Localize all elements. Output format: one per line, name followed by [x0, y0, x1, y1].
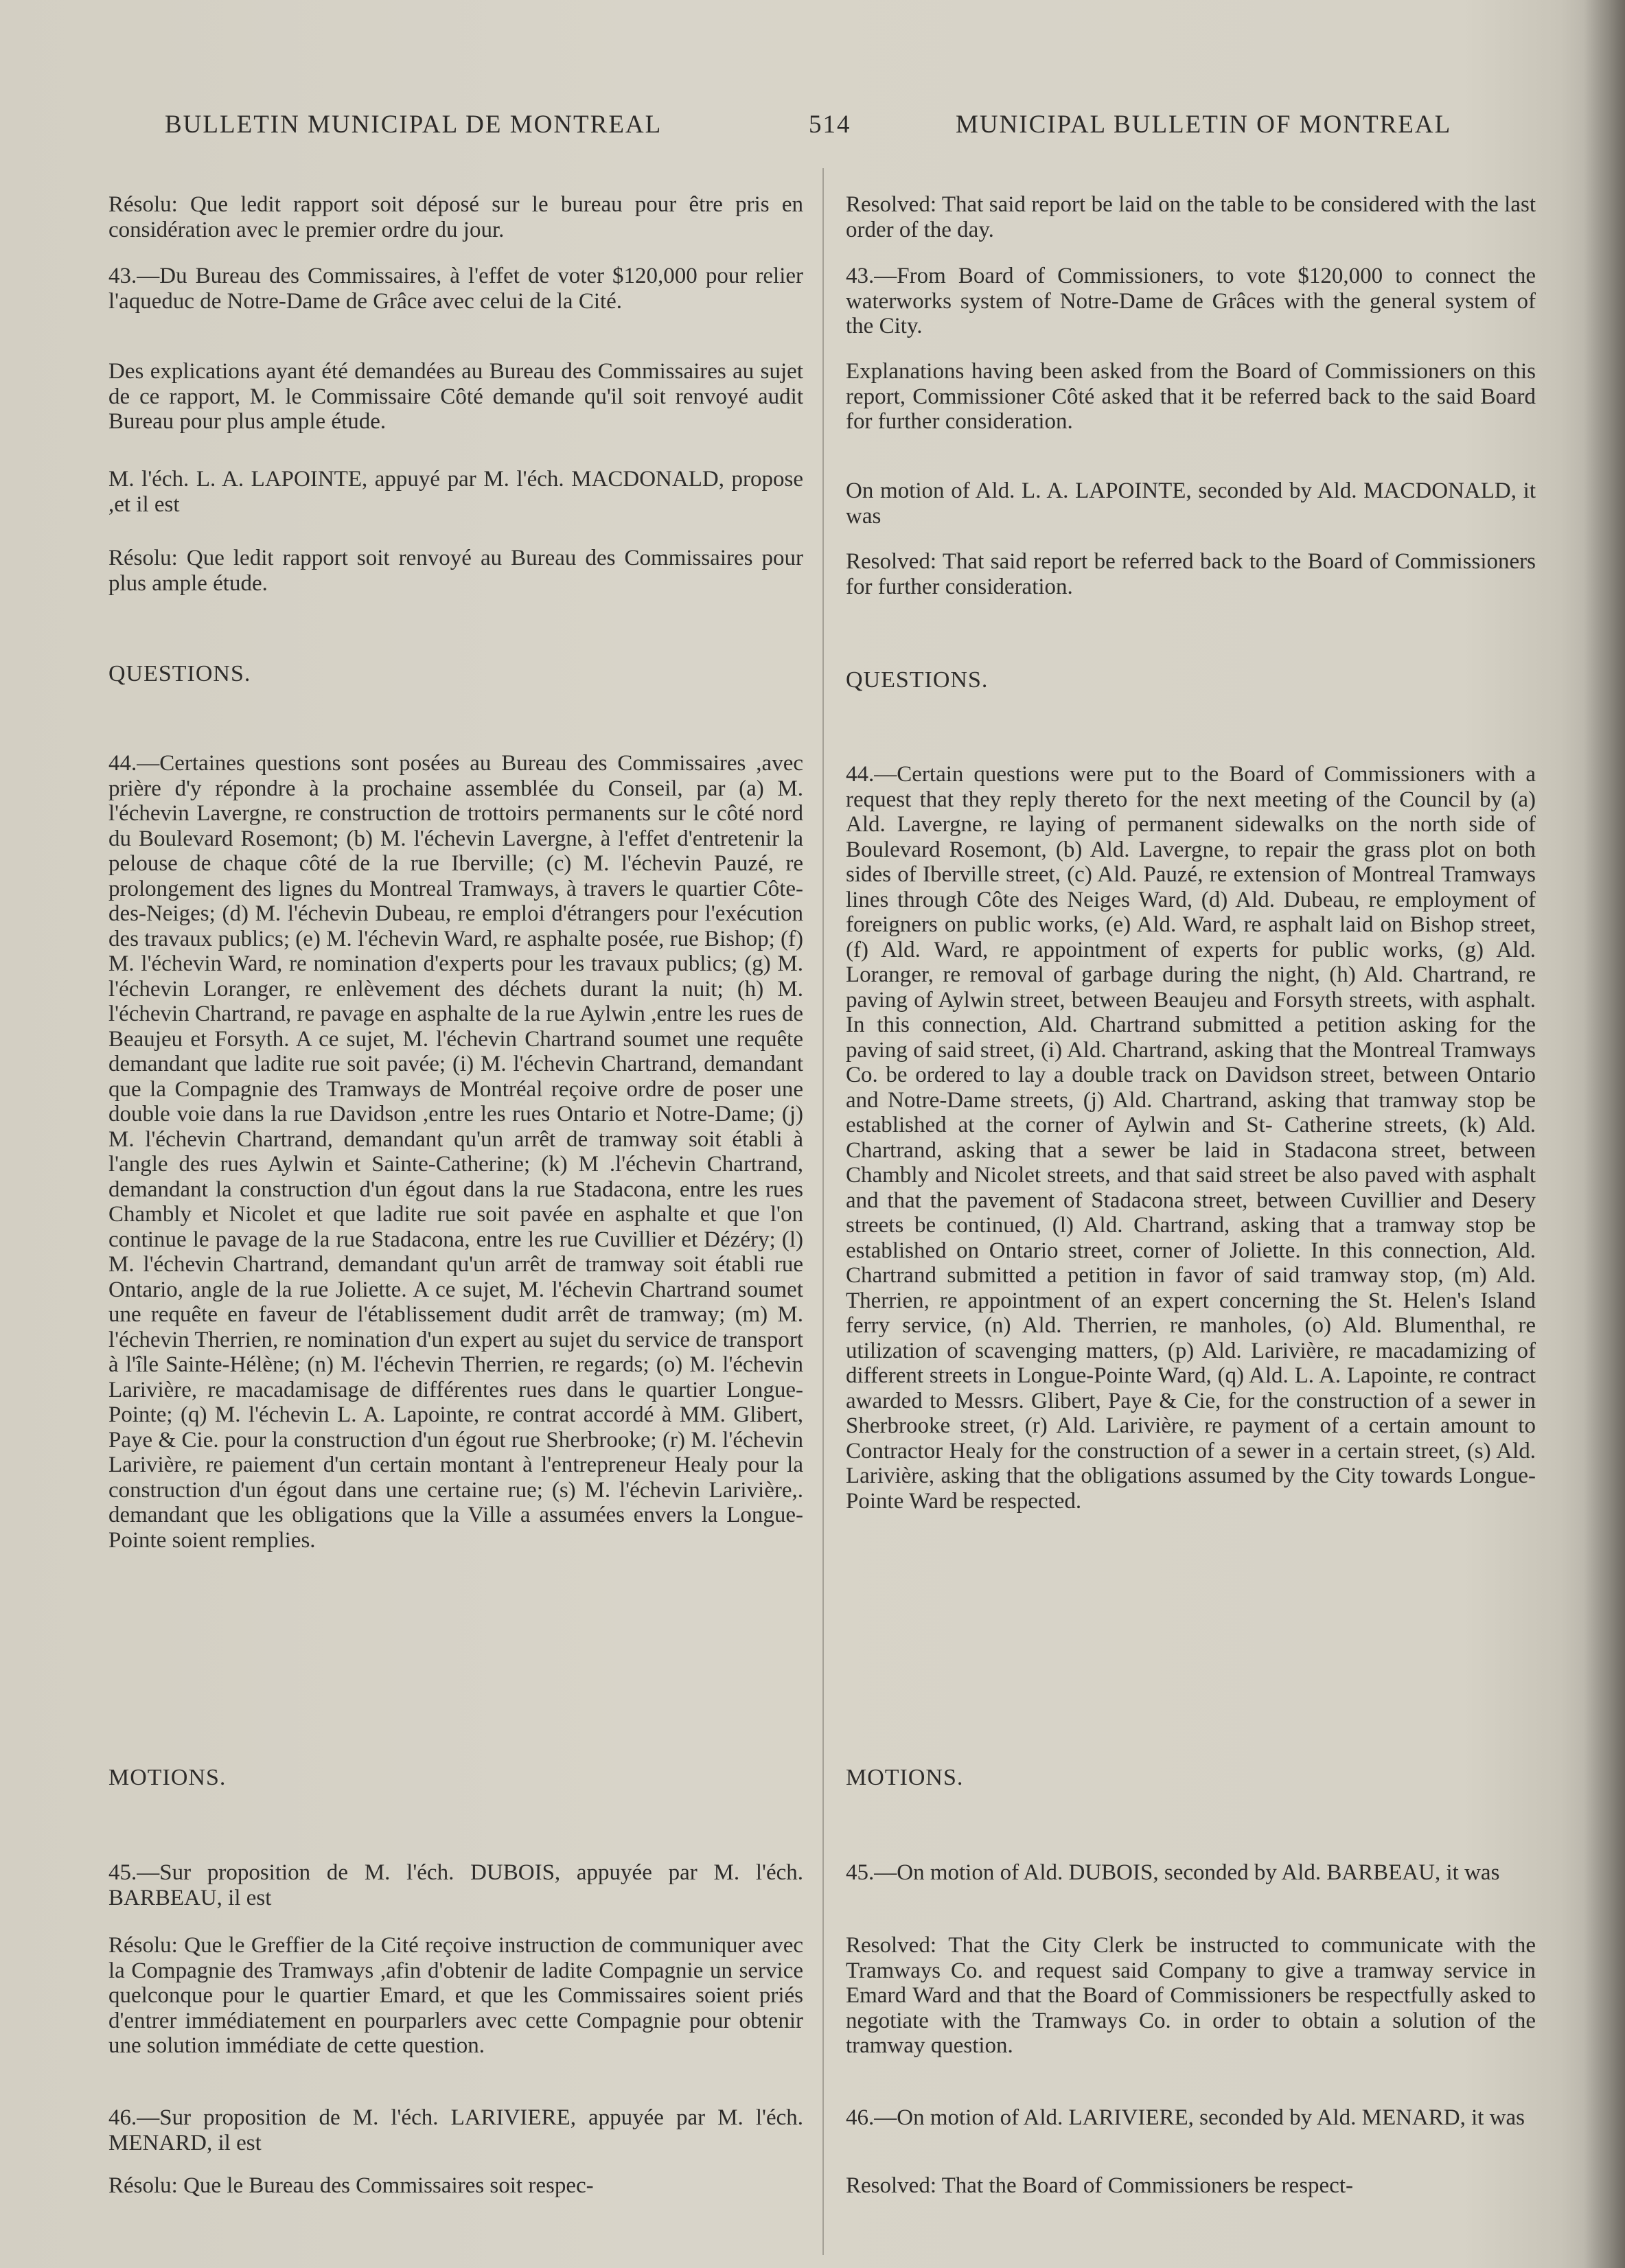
- en-motions-heading: MOTIONS.: [846, 1765, 964, 1790]
- en-item-45: 45.—On motion of Ald. DUBOIS, seconded by Ald. BARBEAU, it was: [846, 1860, 1500, 1885]
- page-number: 514: [809, 111, 851, 139]
- en-paragraph-4: On motion of Ald. L. A. LAPOINTE, seconded by Ald. MACDONALD, it was: [846, 478, 1536, 529]
- en-item-46: 46.—On motion of Ald. LARIVIERE, seconded by Ald. MENARD, it was: [846, 2105, 1525, 2130]
- binding-shadow: [1584, 0, 1625, 2268]
- fr-motions-heading: MOTIONS.: [108, 1765, 227, 1790]
- en-questions-heading: QUESTIONS.: [846, 667, 989, 693]
- fr-paragraph-3: Des explications ayant été demandées au Bureau des Commissaires au sujet de ce rapport, M. le Commissaire Côté demande qu'il soit renvoyé audit Bureau pour plus ample étude.: [108, 359, 803, 434]
- running-header: [0, 110, 1625, 151]
- fr-questions-heading: QUESTIONS.: [108, 661, 251, 686]
- fr-paragraph-5: Résolu: Que ledit rapport soit renvoyé au Bureau des Commissaires pour plus ample étude.: [108, 546, 803, 596]
- fr-item-43: 43.—Du Bureau des Commissaires, à l'effet de voter $120,000 pour relier l'aqueduc de Notre-Dame de Grâce avec celui de la Cité.: [108, 264, 803, 314]
- en-paragraph-1: Resolved: That said report be laid on the table to be considered with the last order of the day.: [846, 192, 1536, 242]
- fr-item-45: 45.—Sur proposition de M. l'éch. DUBOIS, appuyée par M. l'éch. BARBEAU, il est: [108, 1860, 803, 1910]
- en-paragraph-3: Explanations having been asked from the Board of Commissioners on this report, Commissioner Côté asked that it be referred back to the said Board for further consideration.: [846, 359, 1536, 434]
- en-item-43: 43.—From Board of Commissioners, to vote $120,000 to connect the waterworks system of Notre-Dame de Grâces with the general system of the City.: [846, 264, 1536, 338]
- fr-item-44: 44.—Certaines questions sont posées au Bureau des Commissaires ,avec prière d'y répondre à la prochaine assemblée du Conseil, par (a) M. l'échevin Lavergne, re construction de trottoirs permanents sur le côté nord du Boulevard Rosemont; (b) M. l'échevin Lavergne, à l'effet d'entretenir la pelouse de chaque côté de la rue Iberville; (c) M. l'échevin Pauzé, re prolongement des lignes du Montreal Tramways, à travers le quartier Côte-des-Neiges; (d) M. l'échevin Dubeau, re emploi d'étrangers pour l'exécution des travaux publics; (e) M. l'échevin Ward, re asphalte posée, rue Bishop; (f) M. l'échevin Ward, re nomination d'experts pour les travaux publics; (g) M. l'échevin Loranger, re enlèvement des déchets durant la nuit; (h) M. l'échevin Chartrand, re pavage en asphalte de la rue Aylwin ,entre les rues de Beaujeu et Forsyth. A ce sujet, M. l'échevin Chartrand soumet une requête demandant que ladite rue soit pavée; (i) M. l'échevin Chartrand, demandant que la Compagnie des Tramways de Montréal reçoive ordre de poser une double voie dans la rue Davidson ,entre les rues Ontario et Notre-Dame; (j) M. l'échevin Chartrand, demandant qu'un arrêt de tramway soit établi à l'angle des rues Aylwin et Sainte-Catherine; (k) M .l'échevin Chartrand, demandant la construction d'un égout dans la rue Stadacona, entre les rues Chambly et Nicolet et que ladite rue soit pavée en asphalte et que l'on continue le pavage de la rue Stadacona, entre les rue Cuvillier et Dézéry; (l) M. l'échevin Chartrand, demandant qu'un arrêt de tramway soit établi rue Ontario, angle de la rue Joliette. A ce sujet, M. l'échevin Chartrand soumet une requête en faveur de l'établissement dudit arrêt de tramway; (m) M. l'échevin Therrien, re nomination d'un expert au sujet du service de transport à l'île Sainte-Hélène; (n) M. l'échevin Therrien, re regards; (o) M. l'échevin Larivière, re macadamisage de différentes rues dans le quartier Longue-Pointe; (q) M. l'échevin L. A. Lapointe, re contrat accordé à MM. Glibert, Paye & Cie. pour la construction d'un égout rue Sherbrooke; (r) M. l'échevin Larivière, re paiement d'un certain montant à l'entrepreneur Healy pour la construction d'un égout dans une certaine rue; (s) M. l'échevin Larivière,. demandant que les obligations que la Ville a assumées envers la Longue-Pointe soient remplies.: [108, 751, 803, 1553]
- en-item-44: 44.—Certain questions were put to the Board of Commissioners with a request that they reply thereto for the next meeting of the Council by (a) Ald. Lavergne, re laying of permanent sidewalks on the north side of Boulevard Rosemont, (b) Ald. Lavergne, to repair the grass plot on both sides of Iberville street, (c) Ald. Pauzé, re extension of Montreal Tramways lines through Côte des Neiges Ward, (d) Ald. Dubeau, re employment of foreigners on public works, (e) Ald. Ward, re asphalt laid on Bishop street, (f) Ald. Ward, re appointment of experts for public works, (g) Ald. Loranger, re removal of garbage during the night, (h) Ald. Chartrand, re paving of Aylwin street, between Beaujeu and Forsyth streets, with asphalt. In this connection, Ald. Chartrand submitted a petition asking for the paving of said street, (i) Ald. Chartrand, asking that the Montreal Tramways Co. be ordered to lay a double track on Davidson street, between Ontario and Notre-Dame streets, (j) Ald. Chartrand, asking that tramway stop be established at the corner of Aylwin and St- Catherine streets, (k) Ald. Chartrand, asking that a sewer be laid in Stadacona street, between Chambly and Nicolet streets, and that said street be also paved with asphalt and that the pavement of Stadacona street, between Cuvillier and Desery streets be continued, (l) Ald. Chartrand, asking that a tramway stop be established on Ontario street, corner of Joliette. In this connection, Ald. Chartrand submitted a petition in favor of said tramway stop, (m) Ald. Therrien, re appointment of an expert concerning the St. Helen's Island ferry service, (n) Ald. Therrien, re manholes, (o) Ald. Blumenthal, re utilization of scavenging matters, (p) Ald. Larivière, re macadamizing of different streets in Longue-Pointe Ward, (q) Ald. L. A. Lapointe, re contract awarded to Messrs. Glibert, Paye & Cie, for the construction of a sewer in Sherbrooke street, (r) Ald. Larivière, re payment of a certain amount to Contractor Healy for the construction of a sewer in a certain street, (s) Ald. Larivière, asking that the obligations assumed by the City towards Longue-Pointe Ward be respected.: [846, 762, 1536, 1514]
- fr-item-46: 46.—Sur proposition de M. l'éch. LARIVIERE, appuyée par M. l'éch. MENARD, il est: [108, 2105, 803, 2155]
- fr-paragraph-10: Résolu: Que le Bureau des Commissaires soit respec-: [108, 2173, 594, 2198]
- header-title-en: MUNICIPAL BULLETIN OF MONTREAL: [956, 111, 1452, 139]
- column-divider: [822, 168, 824, 2255]
- header-title-fr: BULLETIN MUNICIPAL DE MONTREAL: [165, 111, 662, 139]
- en-paragraph-10: Resolved: That the Board of Commissioners be respect-: [846, 2173, 1353, 2198]
- en-paragraph-5: Resolved: That said report be referred back to the Board of Commissioners for further consideration.: [846, 549, 1536, 599]
- en-paragraph-8: Resolved: That the City Clerk be instructed to communicate with the Tramways Co. and request said Company to give a tramway service in Emard Ward and that the Board of Commissioners be respectfully asked to negotiate with the Tramways Co. in order to obtain a solution of the tramway question.: [846, 1933, 1536, 2058]
- fr-paragraph-4: M. l'éch. L. A. LAPOINTE, appuyé par M. l'éch. MACDONALD, propose ,et il est: [108, 467, 803, 517]
- fr-paragraph-8: Résolu: Que le Greffier de la Cité reçoive instruction de communiquer avec la Compagnie des Tramways ,afin d'obtenir de ladite Compagnie un service quelconque pour le quartier Emard, et que les Commissaires soient priés d'entrer immédiatement en pourparlers avec cette Compagnie pour obtenir une solution immédiate de cette question.: [108, 1933, 803, 2058]
- fr-paragraph-1: Résolu: Que ledit rapport soit déposé sur le bureau pour être pris en considération avec le premier ordre du jour.: [108, 192, 803, 242]
